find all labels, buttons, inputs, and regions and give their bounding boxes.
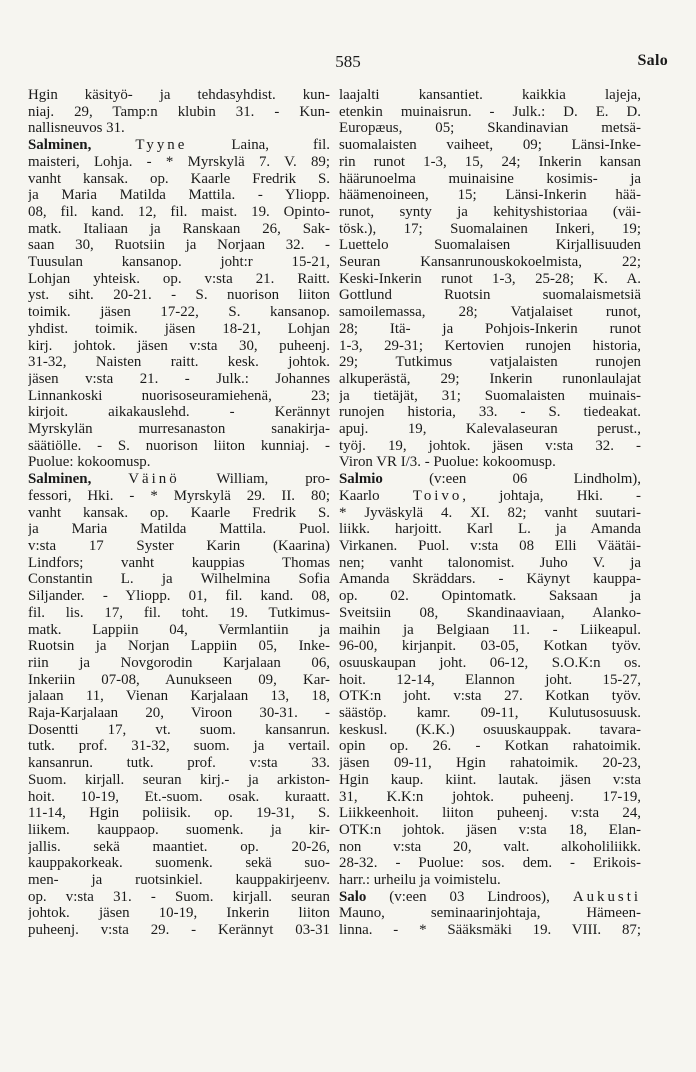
text-line: kauppakorkeak. suomenk. sekä suo- — [28, 855, 330, 872]
text-line: rin runot 1-3, 15, 24; Inkerin kansan — [339, 153, 641, 170]
text-line: Tuusulan kansanop. joht:r 15-21, — [28, 254, 330, 271]
text-line: Hgin käsityö- ja tehdasyhdist. kun- — [28, 87, 330, 103]
text-line: Ruotsin ja Norjan Lappiin 05, Inke- — [28, 638, 330, 655]
text-line: Mauno, seminaarinjohtaja, Hämeen- — [339, 905, 641, 922]
text-line: säästöp. kamr. 09-11, Kulutusosuusk. — [339, 705, 641, 722]
text-line: Virkanen. Puol. v:sta 08 Elli Väätäi- — [339, 537, 641, 554]
text-line: 1-3, 29-31; Kertovien runojen historia, — [339, 337, 641, 354]
text-line: 08, fil. kand. 12, fil. maist. 19. Opinto- — [28, 203, 330, 220]
text-line: jäsen v:sta 21. - Julk.: Johannes — [28, 370, 330, 387]
right-column — [339, 87, 641, 939]
text-line: Dosentti 17, vt. suom. kansanrun. — [28, 721, 330, 738]
text-line: maihin ja Belgiaan 11. - Liikeapul. — [339, 621, 641, 638]
text-line: johtok. jäsen 10-19, Inkerin liiton — [28, 905, 330, 922]
text-line: nen; vanht talonomist. Juho V. ja — [339, 554, 641, 571]
spaced-given-name: Tyyne — [135, 137, 188, 154]
text-line: Suom. kirjall. seuran kirj.- ja arkiston- — [28, 771, 330, 788]
text-line: 28-32. - Puolue: sos. dem. - Erikois- — [339, 855, 641, 872]
text-line: Keski-Inkerin runot 1-3, 25-28; K. A. — [339, 270, 641, 287]
text-line: häärunoelma muinaisine kosimis- ja — [339, 170, 641, 187]
text-line: laajalti kansantiet. kaikkia lajeja, — [339, 87, 641, 103]
text-line: riin ja Novgorodin Karjalaan 06, — [28, 654, 330, 671]
text-line: 31-32, Naisten raitt. kesk. johtok. — [28, 354, 330, 371]
text-line: opin op. 26. - Kotkan rahatoimik. — [339, 738, 641, 755]
left-column — [28, 87, 330, 939]
text-line: niaj. 29, Tamp:n klubin 31. - Kun- — [28, 103, 330, 120]
text-line: etenkin muinaisrun. - Julk.: D. E. D. — [339, 103, 641, 120]
text-line: 31, K.K:n johtok. puheenj. 17-19, — [339, 788, 641, 805]
text-line: keskusl. (K.K.) osuuskauppak. tavara- — [339, 721, 641, 738]
text-line: Myrskylän murresanaston sanakirja- — [28, 421, 330, 438]
text-line: harr.: urheilu ja voimistelu. — [339, 872, 501, 889]
text-segment — [91, 471, 128, 487]
text-segment: Kaarlo — [339, 487, 413, 504]
text-line: Inkeriin 07-08, Aunukseen 09, Kar- — [28, 671, 330, 688]
text-line: maisteri, Lohja. - * Myrskylä 7. V. 89; — [28, 153, 330, 170]
page-header — [28, 52, 668, 76]
text-line: Lohjan yhteisk. op. v:sta 21. Raitt. — [28, 270, 330, 287]
text-line: runot, synty ja kehityshistoriaa (väi- — [339, 203, 641, 220]
text-line: non v:sta 20, valt. alkoholiliikk. — [339, 838, 641, 855]
text-line: matk. Italiaan ja Ranskaan 26, Sak- — [28, 220, 330, 237]
text-line: yhdist. toimik. jäsen 18-21, Lohjan — [28, 320, 330, 337]
text-line: ja Maria Matilda Mattila. - Yliopp. — [28, 187, 330, 204]
text-line: nallisneuvos 31. — [28, 120, 125, 137]
text-line: liikem. kauppaop. suomenk. ja kir- — [28, 821, 330, 838]
text-segment — [91, 137, 135, 153]
text-line: vanht kansak. op. Kaarle Fredrik S. — [28, 170, 330, 187]
entry-surname: Salminen, — [28, 137, 92, 154]
text-line: Gottlund Ruotsin suomalaismetsiä — [339, 287, 641, 304]
text-line: kirj. johtok. jäsen v:sta 30, puheenj. — [28, 337, 330, 354]
text-line: Raja-Karjalaan 20, Viroon 30-31. - — [28, 705, 330, 722]
text-line: Siljander. - Yliopp. 01, fil. kand. 08, — [28, 588, 330, 605]
text-line: men- ja ruotsinkiel. kauppakirjeenv. — [28, 872, 330, 889]
text-line: Sveitsiin 08, Skandinaaviaan, Alanko- — [339, 604, 641, 621]
spaced-given-name: Aukusti — [572, 888, 641, 905]
spaced-given-name: Toivo — [412, 487, 463, 504]
text-line: hoit. 12-14, Elannon joht. 15-27, — [339, 671, 641, 688]
text-line — [28, 471, 330, 488]
text-line: apuj. 19, Kalevalaseuran perust., — [339, 421, 641, 438]
text-line: jäsen 09-11, Hgin rahatoimik. 20-23, — [339, 755, 641, 772]
text-line: linna. - * Sääksmäki 19. VIII. 87; — [339, 922, 641, 939]
text-segment: Laina, fil. — [187, 137, 330, 154]
text-line: Hgin kaup. kiint. lautak. jäsen v:sta — [339, 771, 641, 788]
text-line: Lindfors; vanht kauppias Thomas — [28, 554, 330, 571]
text-line: vanht kansak. op. Kaarle Fredrik S. — [28, 504, 330, 521]
text-line: häämenoineen, 15; Länsi-Inkerin hää- — [339, 187, 641, 204]
text-line: op. 02. Opintomatk. Saksaan ja — [339, 588, 641, 605]
text-line: saan 30, Ruotsiin ja Norjaan 32. - — [28, 237, 330, 254]
text-line: yst. siht. 20-21. - S. nuorison liiton — [28, 287, 330, 304]
text-line: osuuskaupan joht. 06-12, S.O.K:n os. — [339, 654, 641, 671]
text-line: Liikkeenhoit. liiton puheenj. v:sta 24, — [339, 805, 641, 822]
text-line: OTK:n joht. v:sta 27. Kotkan työv. — [339, 688, 641, 705]
text-line — [339, 471, 641, 488]
text-line: tutk. prof. 31-32, suom. ja vertail. — [28, 738, 330, 755]
page-number: 585 — [335, 52, 361, 71]
text-line: liikk. harjoitt. Karl L. ja Amanda — [339, 521, 641, 538]
text-line: Viron VR I/3. - Puolue: kokoomusp. — [339, 454, 556, 471]
text-line: op. v:sta 31. - Suom. kirjall. seuran — [28, 888, 330, 905]
text-line: tösk.), 17; Suomalainen Inkeri, 19; — [339, 220, 641, 237]
text-line: kansanrun. tutk. prof. v:sta 33. — [28, 755, 330, 772]
text-line: samoilemassa, 28; Vatjalaiset runot, — [339, 304, 641, 321]
text-line: Linnankoski nuorisoseuramiehenä, 23; — [28, 387, 330, 404]
text-line: Constantin L. ja Wilhelmina Sofia — [28, 571, 330, 588]
text-line — [28, 137, 330, 154]
text-line: runojen historia, 33. - S. tiedeakat. — [339, 404, 641, 421]
text-line: fessori, Hki. - * Myrskylä 29. II. 80; — [28, 487, 330, 504]
text-line: suomalaisten vaiheet, 09; Länsi-Inke- — [339, 137, 641, 154]
text-segment: William, pro- — [179, 471, 330, 488]
text-line: Luettelo Suomalaisen Kirjallisuuden — [339, 237, 641, 254]
text-segment: (v:een 03 Lindroos), — [366, 888, 573, 905]
text-line: Puolue: kokoomusp. — [28, 454, 151, 471]
text-line: Seuran Kansanrunouskokoelmista, 22; — [339, 254, 641, 271]
text-line: puheenj. v:sta 29. - Kerännyt 03-31 — [28, 922, 330, 939]
text-line: toimik. jäsen 17-22, S. kansanop. — [28, 304, 330, 321]
entry-surname: Salminen, — [28, 471, 92, 488]
text-line: 29; Tutkimus vatjalaisten runojen — [339, 354, 641, 371]
spaced-given-name: Väinö — [128, 471, 180, 488]
text-line: hoit. 10-19, Et.-suom. osak. kuraatt. — [28, 788, 330, 805]
entry-surname: Salmio — [339, 471, 383, 488]
text-line: fil. lis. 17, fil. toht. 19. Tutkimus- — [28, 604, 330, 621]
entry-surname: Salo — [339, 888, 367, 905]
text-line: kirjoit. aikakauslehd. - Kerännyt — [28, 404, 330, 421]
text-line: jallis. sekä maantiet. op. 20-26, — [28, 838, 330, 855]
text-line: 96-00, kirjanpit. 03-05, Kotkan työv. — [339, 638, 641, 655]
text-line: Europæus, 05; Skandinavian metsä- — [339, 120, 641, 137]
text-line: Amanda Skräddars. - Käynyt kauppa- — [339, 571, 641, 588]
text-line: työj. 19, johtok. jäsen v:sta 32. - — [339, 437, 641, 454]
text-line: 28; Itä- ja Pohjois-Inkerin runot — [339, 320, 641, 337]
text-line: matk. Lappiin 04, Vermlantiin ja — [28, 621, 330, 638]
text-line: alkuperästä, 29; Inkerin runonlaulajat — [339, 370, 641, 387]
text-line: OTK:n johtok. jäsen v:sta 18, Elan- — [339, 821, 641, 838]
text-line: 11-14, Hgin poliisik. op. 19-31, S. — [28, 805, 330, 822]
text-line: säätiölle. - S. nuorison liiton kunniaj. - — [28, 437, 330, 454]
text-segment: , johtaja, Hki. - — [462, 487, 641, 504]
running-head: Salo — [637, 52, 668, 69]
text-line: ja tietäjät, 31; Suomalaisten muinais- — [339, 387, 641, 404]
text-line: ja Maria Matilda Mattila. Puol. — [28, 521, 330, 538]
text-line: v:sta 17 Syster Karin (Kaarina) — [28, 537, 330, 554]
text-line: jalaan 11, Vienan Karjalaan 13, 18, — [28, 688, 330, 705]
text-line — [339, 889, 641, 906]
text-line — [339, 488, 641, 505]
text-segment: (v:een 06 Lindholm), — [382, 471, 641, 488]
text-line: * Jyväskylä 4. XI. 82; vanht suutari- — [339, 504, 641, 521]
